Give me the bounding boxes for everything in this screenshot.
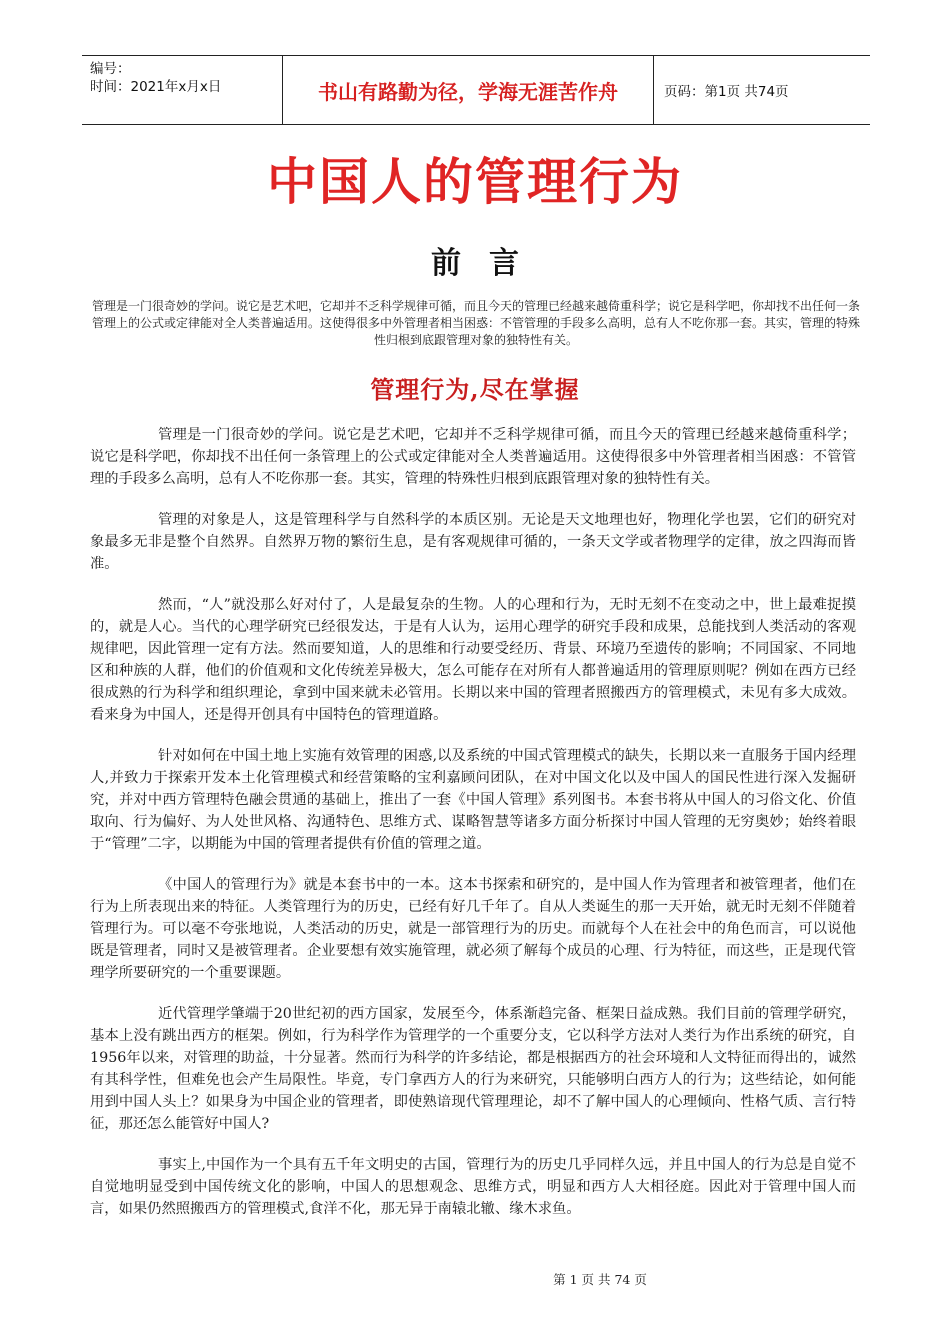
paragraph: 管理是一门很奇妙的学问。说它是艺术吧，它却并不乏科学规律可循，而且今天的管理已经越来越倚重科学；说它是科学吧，你却找不出任何一条管理上的公式或定律能对全人类普遍适用。这使得很多中外管理者相当困惑：不管管理的手段多么高明，总有人不吃你那一套。其实，管理的特殊性归根到底跟管理对象的独特性有关。	[90, 427, 856, 487]
header-motto: 书山有路勤为径，学海无涯苦作舟	[282, 56, 654, 124]
header-meta	[82, 56, 282, 124]
paragraph: 管理的对象是人，这是管理科学与自然科学的本质区别。无论是天文地理也好，物理化学也罢，它们的研究对象最多无非是整个自然界。自然界万物的繁衍生息，是有客观规律可循的，一条天文学或者物理学的定律，放之四海而皆准。	[90, 512, 856, 572]
body-text	[90, 424, 856, 1239]
serial-label: 编号：	[90, 61, 131, 77]
time-label: 时间：2021年x月x日	[90, 79, 222, 95]
paragraph: 近代管理学肇端于20世纪初的西方国家，发展至今，体系渐趋完备、框架日益成熟。我们目前的管理学研究，基本上没有跳出西方的框架。例如，行为科学作为管理学的一个重要分支，它以科学方法对人类行为作出系统的研究，自1956年以来，对管理的助益，十分显著。然而行为科学的许多结论，都是根据西方的社会环境和人文特征而得出的，诚然有其科学性，但难免也会产生局限性。毕竟，专门拿西方人的行为来研究，只能够明白西方人的行为；这些结论，如何能用到中国人头上？如果身为中国企业的管理者，即使熟谙现代管理理论，却不了解中国人的心理倾向、性格气质、言行特征，那还怎么能管好中国人?	[90, 1006, 856, 1132]
paragraph: 然而，“人”就没那么好对付了，人是最复杂的生物。人的心理和行为，无时无刻不在变动之中，世上最难捉摸的，就是人心。当代的心理学研究已经很发达，于是有人认为，运用心理学的研究手段和成果，总能找到人类活动的客观规律吧，因此管理一定有方法。然而要知道，人的思维和行动要受经历、背景、环境乃至遗传的影响；不同国家、不同地区和种族的人群，他们的价值观和文化传统差异极大，怎么可能存在对所有人都普遍适用的管理原则呢？例如在西方已经很成熟的行为科学和组织理论，拿到中国来就未必管用。长期以来中国的管理者照搬西方的管理模式，未见有多大成效。看来身为中国人，还是得开创具有中国特色的管理道路。	[90, 597, 856, 723]
page-footer: 第 1 页 共 74 页	[553, 1272, 647, 1287]
preface-heading: 前言	[431, 246, 547, 281]
paragraph: 《中国人的管理行为》就是本套书中的一本。这本书探索和研究的，是中国人作为管理者和被管理者，他们在行为上所表现出来的特征。人类管理行为的历史，已经有好几千年了。自从人类诞生的那一天开始，就无时无刻不伴随着管理行为。可以毫不夸张地说，人类活动的历史，就是一部管理行为的历史。而就每个人在社会中的角色而言，可以说他既是管理者，同时又是被管理者。企业要想有效实施管理，就必须了解每个成员的心理、行为特征，而这些，正是现代管理学所要研究的一个重要课题。	[90, 877, 856, 981]
abstract-paragraph: 管理是一门很奇妙的学问。说它是艺术吧，它却并不乏科学规律可循，而且今天的管理已经越来越倚重科学；说它是科学吧，你却找不出任何一条管理上的公式或定律能对全人类普遍适用。这使得很多中外管理者相当困惑：不管管理的手段多么高明，总有人不吃你那一套。其实，管理的特殊性归根到底跟管理对象的独特性有关。	[91, 299, 860, 347]
document-title: 中国人的管理行为	[267, 153, 683, 211]
paragraph: 事实上,中国作为一个具有五千年文明史的古国，管理行为的历史几乎同样久远，并且中国人的行为总是自觉不自觉地明显受到中国传统文化的影响，中国人的思想观念、思维方式，明显和西方人大相径庭。因此对于管理中国人而言，如果仍然照搬西方的管理模式,食洋不化，那无异于南辕北辙、缘木求鱼。	[90, 1157, 856, 1217]
paragraph: 针对如何在中国土地上实施有效管理的困惑,以及系统的中国式管理模式的缺失，长期以来一直服务于国内经理人,并致力于探索开发本土化管理模式和经营策略的宝利嘉顾问团队，在对中国文化以及中国人的国民性进行深入发掘研究，并对中西方管理特色融会贯通的基础上，推出了一套《中国人管理》系列图书。本套书将从中国人的习俗文化、价值取向、行为偏好、为人处世风格、沟通特色、思维方式、谋略智慧等诸多方面分析探讨中国人管理的无穷奥妙；始终着眼于“管理”二字，以期能为中国的管理者提供有价值的管理之道。	[90, 748, 856, 852]
header-page-code: 页码：第1页 共74页	[664, 84, 789, 100]
section-heading: 管理行为,尽在掌握	[370, 375, 580, 404]
page-header	[82, 55, 870, 125]
